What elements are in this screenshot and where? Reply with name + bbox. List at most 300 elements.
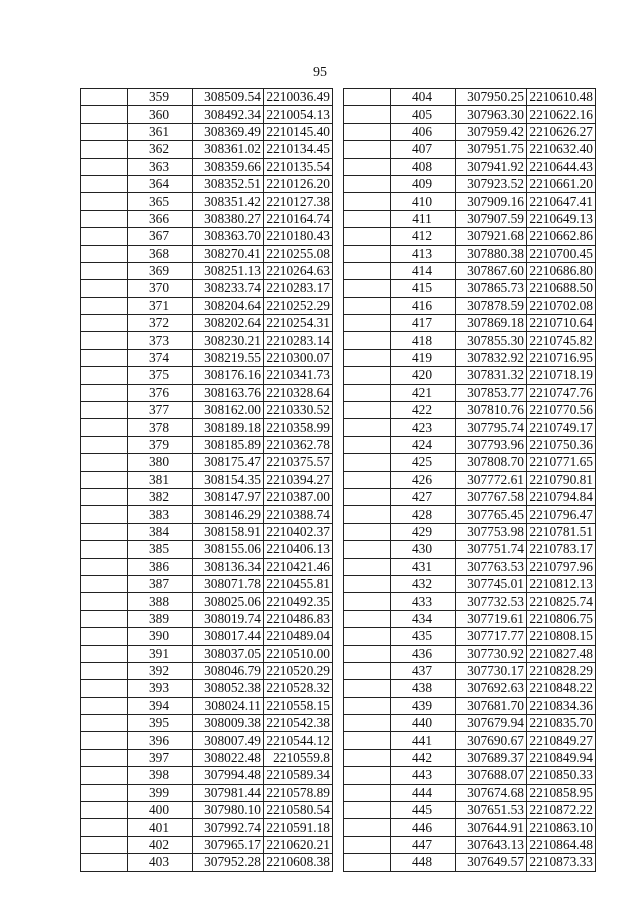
y-coordinate-cell: 2210328.64 (264, 384, 333, 401)
y-coordinate-cell: 2210492.35 (264, 593, 333, 610)
y-coordinate-cell: 2210402.37 (264, 523, 333, 540)
table-row (344, 419, 596, 436)
y-coordinate-cell: 2210362.78 (264, 436, 333, 453)
point-number-cell: 400 (128, 802, 193, 819)
blank-cell (81, 210, 128, 227)
x-coordinate-cell: 307981.44 (193, 784, 264, 801)
x-coordinate-cell: 308163.76 (193, 384, 264, 401)
y-coordinate-cell: 2210806.75 (527, 610, 596, 627)
point-number-cell: 405 (391, 106, 456, 123)
blank-cell (81, 628, 128, 645)
x-coordinate-cell: 307950.25 (456, 89, 527, 106)
x-coordinate-cell: 307651.53 (456, 802, 527, 819)
table-row (81, 89, 333, 106)
x-coordinate-cell: 308158.91 (193, 523, 264, 540)
point-number-cell: 368 (128, 245, 193, 262)
table-row (344, 662, 596, 679)
point-number-cell: 387 (128, 575, 193, 592)
table-row (344, 367, 596, 384)
x-coordinate-cell: 308251.13 (193, 262, 264, 279)
y-coordinate-cell: 2210626.27 (527, 123, 596, 140)
x-coordinate-cell: 308509.54 (193, 89, 264, 106)
table-row (344, 732, 596, 749)
x-coordinate-cell: 307765.45 (456, 506, 527, 523)
point-number-cell: 411 (391, 210, 456, 227)
x-coordinate-cell: 307763.53 (456, 558, 527, 575)
table-row (344, 593, 596, 610)
point-number-cell: 398 (128, 767, 193, 784)
blank-cell (81, 523, 128, 540)
table-row (81, 836, 333, 853)
y-coordinate-cell: 2210254.31 (264, 315, 333, 332)
point-number-cell: 430 (391, 541, 456, 558)
blank-cell (344, 89, 391, 106)
blank-cell (344, 245, 391, 262)
y-coordinate-cell: 2210783.17 (527, 541, 596, 558)
blank-cell (344, 158, 391, 175)
blank-cell (81, 645, 128, 662)
table-row (344, 697, 596, 714)
y-coordinate-cell: 2210686.80 (527, 262, 596, 279)
blank-cell (81, 819, 128, 836)
point-number-cell: 428 (391, 506, 456, 523)
blank-cell (81, 193, 128, 210)
x-coordinate-cell: 308369.49 (193, 123, 264, 140)
table-row (81, 175, 333, 192)
x-coordinate-cell: 307745.01 (456, 575, 527, 592)
blank-cell (344, 297, 391, 314)
y-coordinate-cell: 2210127.38 (264, 193, 333, 210)
point-number-cell: 431 (391, 558, 456, 575)
point-number-cell: 399 (128, 784, 193, 801)
blank-cell (81, 715, 128, 732)
y-coordinate-cell: 2210264.63 (264, 262, 333, 279)
y-coordinate-cell: 2210387.00 (264, 488, 333, 505)
blank-cell (81, 141, 128, 158)
blank-cell (81, 280, 128, 297)
x-coordinate-cell: 307649.57 (456, 854, 527, 871)
x-coordinate-cell: 307689.37 (456, 749, 527, 766)
table-row (81, 819, 333, 836)
table-row (81, 506, 333, 523)
blank-cell (81, 575, 128, 592)
point-number-cell: 402 (128, 836, 193, 853)
point-number-cell: 435 (391, 628, 456, 645)
point-number-cell: 366 (128, 210, 193, 227)
y-coordinate-cell: 2210126.20 (264, 175, 333, 192)
point-number-cell: 445 (391, 802, 456, 819)
x-coordinate-cell: 308175.47 (193, 454, 264, 471)
y-coordinate-cell: 2210610.48 (527, 89, 596, 106)
y-coordinate-cell: 2210528.32 (264, 680, 333, 697)
x-coordinate-cell: 308351.42 (193, 193, 264, 210)
blank-cell (344, 593, 391, 610)
x-coordinate-cell: 307688.07 (456, 767, 527, 784)
table-row (81, 662, 333, 679)
blank-cell (344, 819, 391, 836)
table-row (81, 784, 333, 801)
x-coordinate-cell: 307907.59 (456, 210, 527, 227)
x-coordinate-cell: 307952.28 (193, 854, 264, 871)
table-row (344, 436, 596, 453)
x-coordinate-cell: 307980.10 (193, 802, 264, 819)
blank-cell (81, 419, 128, 436)
point-number-cell: 426 (391, 471, 456, 488)
x-coordinate-cell: 308233.74 (193, 280, 264, 297)
blank-cell (81, 245, 128, 262)
table-row (81, 436, 333, 453)
table-row (344, 715, 596, 732)
x-coordinate-cell: 307963.30 (456, 106, 527, 123)
y-coordinate-cell: 2210750.36 (527, 436, 596, 453)
x-coordinate-cell: 307690.67 (456, 732, 527, 749)
point-number-cell: 394 (128, 697, 193, 714)
table-row (344, 645, 596, 662)
table-row (81, 210, 333, 227)
x-coordinate-cell: 308037.05 (193, 645, 264, 662)
point-number-cell: 414 (391, 262, 456, 279)
y-coordinate-cell: 2210330.52 (264, 402, 333, 419)
y-coordinate-cell: 2210134.45 (264, 141, 333, 158)
y-coordinate-cell: 2210749.17 (527, 419, 596, 436)
y-coordinate-cell: 2210649.13 (527, 210, 596, 227)
point-number-cell: 376 (128, 384, 193, 401)
x-coordinate-cell: 308204.64 (193, 297, 264, 314)
table-row (81, 158, 333, 175)
y-coordinate-cell: 2210796.47 (527, 506, 596, 523)
x-coordinate-cell: 307853.77 (456, 384, 527, 401)
y-coordinate-cell: 2210872.22 (527, 802, 596, 819)
x-coordinate-cell: 307793.96 (456, 436, 527, 453)
point-number-cell: 416 (391, 297, 456, 314)
point-number-cell: 438 (391, 680, 456, 697)
y-coordinate-cell: 2210558.15 (264, 697, 333, 714)
table-row (81, 767, 333, 784)
x-coordinate-cell: 307730.17 (456, 662, 527, 679)
y-coordinate-cell: 2210710.64 (527, 315, 596, 332)
point-number-cell: 444 (391, 784, 456, 801)
x-coordinate-cell: 307994.48 (193, 767, 264, 784)
blank-cell (344, 488, 391, 505)
point-number-cell: 385 (128, 541, 193, 558)
y-coordinate-cell: 2210850.33 (527, 767, 596, 784)
y-coordinate-cell: 2210716.95 (527, 349, 596, 366)
table-row (344, 488, 596, 505)
table-row (81, 680, 333, 697)
table-row (81, 228, 333, 245)
table-row (344, 836, 596, 853)
y-coordinate-cell: 2210858.95 (527, 784, 596, 801)
table-row (344, 89, 596, 106)
y-coordinate-cell: 2210406.13 (264, 541, 333, 558)
blank-cell (344, 175, 391, 192)
blank-cell (344, 645, 391, 662)
blank-cell (344, 262, 391, 279)
table-row (81, 141, 333, 158)
x-coordinate-cell: 308189.18 (193, 419, 264, 436)
blank-cell (344, 193, 391, 210)
blank-cell (344, 854, 391, 871)
x-coordinate-cell: 308352.51 (193, 175, 264, 192)
y-coordinate-cell: 2210849.27 (527, 732, 596, 749)
blank-cell (344, 402, 391, 419)
y-coordinate-cell: 2210702.08 (527, 297, 596, 314)
point-number-cell: 365 (128, 193, 193, 210)
point-number-cell: 446 (391, 819, 456, 836)
y-coordinate-cell: 2210255.08 (264, 245, 333, 262)
x-coordinate-cell: 308146.29 (193, 506, 264, 523)
blank-cell (81, 175, 128, 192)
y-coordinate-cell: 2210544.12 (264, 732, 333, 749)
y-coordinate-cell: 2210700.45 (527, 245, 596, 262)
x-coordinate-cell: 307951.75 (456, 141, 527, 158)
x-coordinate-cell: 307795.74 (456, 419, 527, 436)
x-coordinate-cell: 307692.63 (456, 680, 527, 697)
y-coordinate-cell: 2210688.50 (527, 280, 596, 297)
point-number-cell: 418 (391, 332, 456, 349)
x-coordinate-cell: 308154.35 (193, 471, 264, 488)
y-coordinate-cell: 2210662.86 (527, 228, 596, 245)
table-row (81, 541, 333, 558)
y-coordinate-cell: 2210747.76 (527, 384, 596, 401)
x-coordinate-cell: 308024.11 (193, 697, 264, 714)
table-row (81, 802, 333, 819)
table-row (344, 471, 596, 488)
x-coordinate-cell: 308052.38 (193, 680, 264, 697)
y-coordinate-cell: 2210622.16 (527, 106, 596, 123)
blank-cell (81, 367, 128, 384)
table-row (81, 419, 333, 436)
point-number-cell: 409 (391, 175, 456, 192)
x-coordinate-cell: 307643.13 (456, 836, 527, 853)
blank-cell (81, 784, 128, 801)
blank-cell (344, 106, 391, 123)
blank-cell (81, 89, 128, 106)
table-row (344, 245, 596, 262)
blank-cell (81, 488, 128, 505)
y-coordinate-cell: 2210394.27 (264, 471, 333, 488)
table-row (81, 332, 333, 349)
blank-cell (81, 106, 128, 123)
blank-cell (81, 732, 128, 749)
x-coordinate-cell: 308022.48 (193, 749, 264, 766)
point-number-cell: 442 (391, 749, 456, 766)
table-row (81, 697, 333, 714)
table-row (344, 262, 596, 279)
y-coordinate-cell: 2210145.40 (264, 123, 333, 140)
y-coordinate-cell: 2210644.43 (527, 158, 596, 175)
blank-cell (81, 454, 128, 471)
table-row (81, 402, 333, 419)
x-coordinate-cell: 308492.34 (193, 106, 264, 123)
table-row (81, 628, 333, 645)
table-row (344, 610, 596, 627)
blank-cell (81, 767, 128, 784)
point-number-cell: 364 (128, 175, 193, 192)
y-coordinate-cell: 2210661.20 (527, 175, 596, 192)
table-row (344, 297, 596, 314)
x-coordinate-cell: 307865.73 (456, 280, 527, 297)
point-number-cell: 434 (391, 610, 456, 627)
x-coordinate-cell: 307674.68 (456, 784, 527, 801)
x-coordinate-cell: 308270.41 (193, 245, 264, 262)
y-coordinate-cell: 2210790.81 (527, 471, 596, 488)
x-coordinate-cell: 308219.55 (193, 349, 264, 366)
y-coordinate-cell: 2210647.41 (527, 193, 596, 210)
x-coordinate-cell: 307772.61 (456, 471, 527, 488)
point-number-cell: 419 (391, 349, 456, 366)
point-number-cell: 447 (391, 836, 456, 853)
y-coordinate-cell: 2210510.00 (264, 645, 333, 662)
point-number-cell: 378 (128, 419, 193, 436)
x-coordinate-cell: 307909.16 (456, 193, 527, 210)
coordinates-table-right (343, 88, 596, 872)
table-row (81, 106, 333, 123)
point-number-cell: 380 (128, 454, 193, 471)
blank-cell (344, 332, 391, 349)
x-coordinate-cell: 307832.92 (456, 349, 527, 366)
blank-cell (81, 262, 128, 279)
blank-cell (81, 610, 128, 627)
page-number: 95 (313, 65, 327, 80)
table-row (344, 523, 596, 540)
x-coordinate-cell: 307810.76 (456, 402, 527, 419)
blank-cell (81, 541, 128, 558)
table-row (344, 854, 596, 871)
point-number-cell: 407 (391, 141, 456, 158)
x-coordinate-cell: 308019.74 (193, 610, 264, 627)
table-row (344, 349, 596, 366)
blank-cell (344, 436, 391, 453)
table-row (344, 819, 596, 836)
point-number-cell: 371 (128, 297, 193, 314)
table-row (344, 506, 596, 523)
table-row (81, 384, 333, 401)
x-coordinate-cell: 308007.49 (193, 732, 264, 749)
point-number-cell: 439 (391, 697, 456, 714)
blank-cell (344, 141, 391, 158)
x-coordinate-cell: 308230.21 (193, 332, 264, 349)
y-coordinate-cell: 2210283.14 (264, 332, 333, 349)
x-coordinate-cell: 307869.18 (456, 315, 527, 332)
point-number-cell: 384 (128, 523, 193, 540)
y-coordinate-cell: 2210589.34 (264, 767, 333, 784)
y-coordinate-cell: 2210864.48 (527, 836, 596, 853)
y-coordinate-cell: 2210797.96 (527, 558, 596, 575)
table-row (344, 628, 596, 645)
x-coordinate-cell: 308176.16 (193, 367, 264, 384)
point-number-cell: 359 (128, 89, 193, 106)
table-row (344, 332, 596, 349)
point-number-cell: 417 (391, 315, 456, 332)
table-row (344, 141, 596, 158)
table-row (81, 715, 333, 732)
y-coordinate-cell: 2210632.40 (527, 141, 596, 158)
blank-cell (344, 123, 391, 140)
y-coordinate-cell: 2210580.54 (264, 802, 333, 819)
blank-cell (344, 836, 391, 853)
table-row (81, 749, 333, 766)
x-coordinate-cell: 307644.91 (456, 819, 527, 836)
point-number-cell: 448 (391, 854, 456, 871)
y-coordinate-cell: 2210252.29 (264, 297, 333, 314)
x-coordinate-cell: 308361.02 (193, 141, 264, 158)
y-coordinate-cell: 2210770.56 (527, 402, 596, 419)
y-coordinate-cell: 2210849.94 (527, 749, 596, 766)
point-number-cell: 370 (128, 280, 193, 297)
point-number-cell: 372 (128, 315, 193, 332)
x-coordinate-cell: 308185.89 (193, 436, 264, 453)
y-coordinate-cell: 2210180.43 (264, 228, 333, 245)
x-coordinate-cell: 308017.44 (193, 628, 264, 645)
blank-cell (81, 384, 128, 401)
blank-cell (81, 593, 128, 610)
x-coordinate-cell: 308202.64 (193, 315, 264, 332)
y-coordinate-cell: 2210834.36 (527, 697, 596, 714)
y-coordinate-cell: 2210135.54 (264, 158, 333, 175)
point-number-cell: 422 (391, 402, 456, 419)
x-coordinate-cell: 307880.38 (456, 245, 527, 262)
table-row (81, 610, 333, 627)
blank-cell (344, 210, 391, 227)
blank-cell (81, 297, 128, 314)
table-row (81, 262, 333, 279)
x-coordinate-cell: 308009.38 (193, 715, 264, 732)
x-coordinate-cell: 308147.97 (193, 488, 264, 505)
blank-cell (344, 802, 391, 819)
point-number-cell: 381 (128, 471, 193, 488)
x-coordinate-cell: 308046.79 (193, 662, 264, 679)
x-coordinate-cell: 307941.92 (456, 158, 527, 175)
x-coordinate-cell: 307679.94 (456, 715, 527, 732)
table-row (344, 402, 596, 419)
blank-cell (344, 384, 391, 401)
table-row (81, 349, 333, 366)
blank-cell (344, 419, 391, 436)
table-row (81, 488, 333, 505)
x-coordinate-cell: 308359.66 (193, 158, 264, 175)
blank-cell (81, 315, 128, 332)
x-coordinate-cell: 308025.06 (193, 593, 264, 610)
x-coordinate-cell: 307923.52 (456, 175, 527, 192)
y-coordinate-cell: 2210794.84 (527, 488, 596, 505)
table-row (344, 106, 596, 123)
blank-cell (344, 315, 391, 332)
x-coordinate-cell: 307831.32 (456, 367, 527, 384)
point-number-cell: 406 (391, 123, 456, 140)
y-coordinate-cell: 2210771.65 (527, 454, 596, 471)
point-number-cell: 375 (128, 367, 193, 384)
table-row (81, 575, 333, 592)
table-row (81, 123, 333, 140)
point-number-cell: 386 (128, 558, 193, 575)
y-coordinate-cell: 2210812.13 (527, 575, 596, 592)
y-coordinate-cell: 2210608.38 (264, 854, 333, 871)
table-row (344, 175, 596, 192)
y-coordinate-cell: 2210421.46 (264, 558, 333, 575)
blank-cell (81, 436, 128, 453)
point-number-cell: 441 (391, 732, 456, 749)
point-number-cell: 403 (128, 854, 193, 871)
y-coordinate-cell: 2210825.74 (527, 593, 596, 610)
table-row (344, 541, 596, 558)
blank-cell (344, 628, 391, 645)
coordinates-table-left-body (81, 89, 333, 872)
y-coordinate-cell: 2210591.18 (264, 819, 333, 836)
blank-cell (81, 836, 128, 853)
point-number-cell: 412 (391, 228, 456, 245)
y-coordinate-cell: 2210300.07 (264, 349, 333, 366)
